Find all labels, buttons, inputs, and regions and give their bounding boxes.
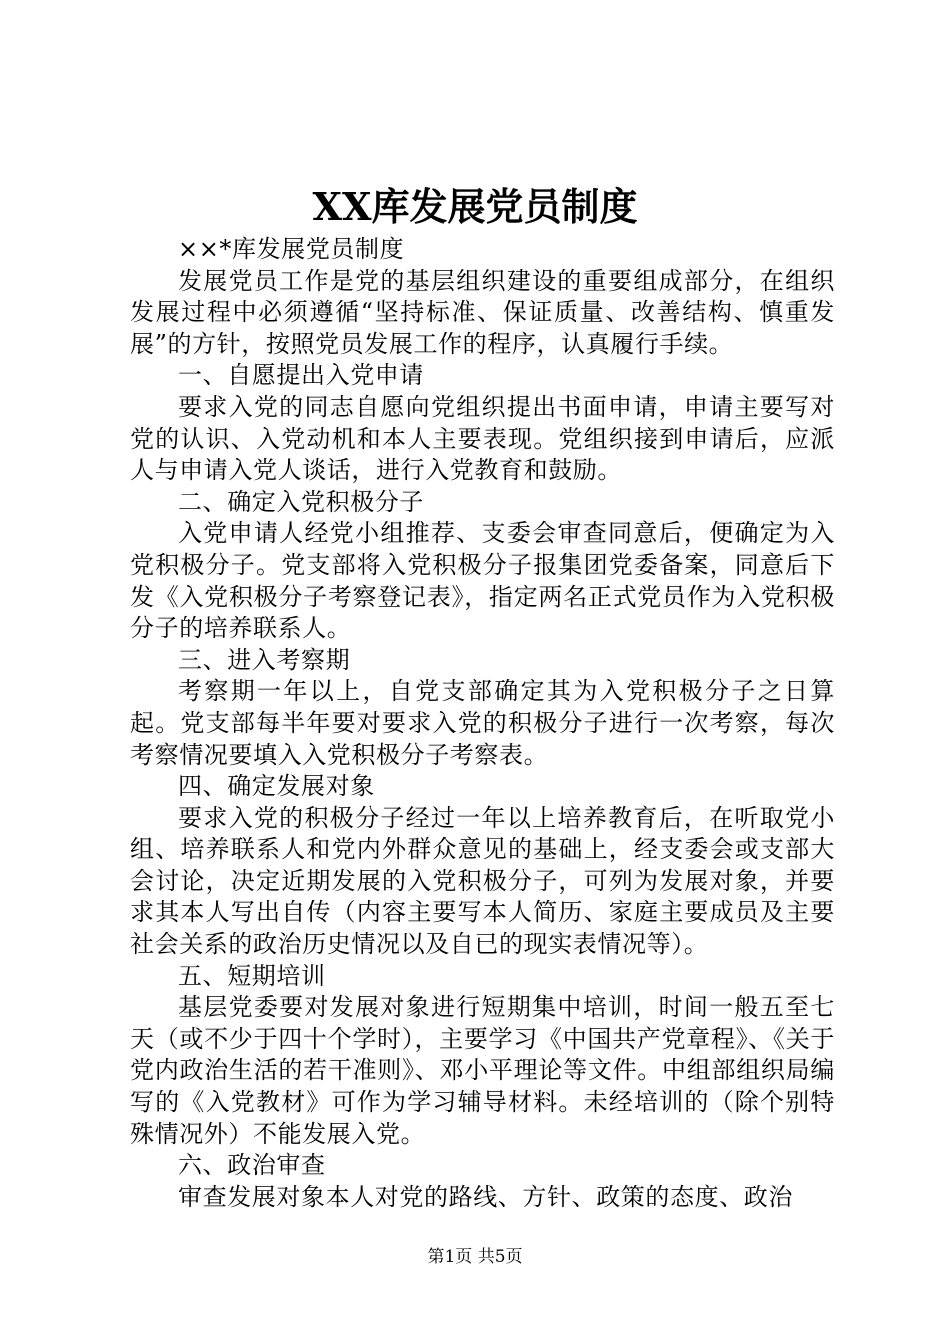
section-paragraph: 要求入党的积极分子经过一年以上培养教育后，在听取党小组、培养联系人和党内外群众意见的基础上，经支委会或支部大会讨论，决定近期发展的入党积极分子，可列为发展对象，并要求其本人写出自传（内容主要写本人简历、家庭主要成员及主要社会关系的政治历史情况以及自已的现实表情况等）。 xyxy=(130,803,835,959)
section-heading: 六、政治审查 xyxy=(178,1151,326,1180)
section-paragraph: 审查发展对象本人对党的路线、方针、政策的态度、政治 xyxy=(178,1182,793,1211)
section-paragraph: 考察期一年以上，自党支部确定其为入党积极分子之日算起。党支部每半年要对要求入党的积极分子进行一次考察，每次考察情况要填入入党积极分子考察表。 xyxy=(130,677,835,769)
section-heading: 五、短期培训 xyxy=(178,961,326,990)
section-heading: 二、确定入党积极分子 xyxy=(178,487,424,516)
document-title: XX库发展党员制度 xyxy=(312,184,638,229)
intro-paragraph: 发展党员工作是党的基层组织建设的重要组成部分，在组织发展过程中必须遵循“坚持标准、保证质量、改善结构、慎重发展”的方针，按照党员发展工作的程序，认真履行手续。 xyxy=(130,266,835,358)
section-paragraph: 基层党委要对发展对象进行短期集中培训，时间一般五至七天（或不少于四十个学时），主要学习《中国共产党章程》、《关于党内政治生活的若干准则》、邓小平理论等文件。中组部组织局编写的《入党教材》可作为学习辅导材料。未经培训的（除个别特殊情况外）不能发展入党。 xyxy=(130,993,835,1148)
page-footer: 第1页 共5页 xyxy=(427,1247,523,1267)
section-paragraph: 要求入党的同志自愿向党组织提出书面申请，申请主要写对党的认识、入党动机和本人主要表现。党组织接到申请后，应派人与申请入党人谈话，进行入党教育和鼓励。 xyxy=(130,392,835,485)
document-subtitle: ××*库发展党员制度 xyxy=(178,235,405,263)
document-body xyxy=(130,234,835,1213)
section-heading: 三、进入考察期 xyxy=(178,645,351,674)
section-heading: 四、确定发展对象 xyxy=(178,772,375,801)
section-heading: 一、自愿提出入党申请 xyxy=(178,361,424,390)
section-paragraph: 入党申请人经党小组推荐、支委会审查同意后，便确定为入党积极分子。党支部将入党积极分子报集团党委备案，同意后下发《入党积极分子考察登记表》，指定两名正式党员作为入党积极分子的培养联系人。 xyxy=(130,519,835,643)
